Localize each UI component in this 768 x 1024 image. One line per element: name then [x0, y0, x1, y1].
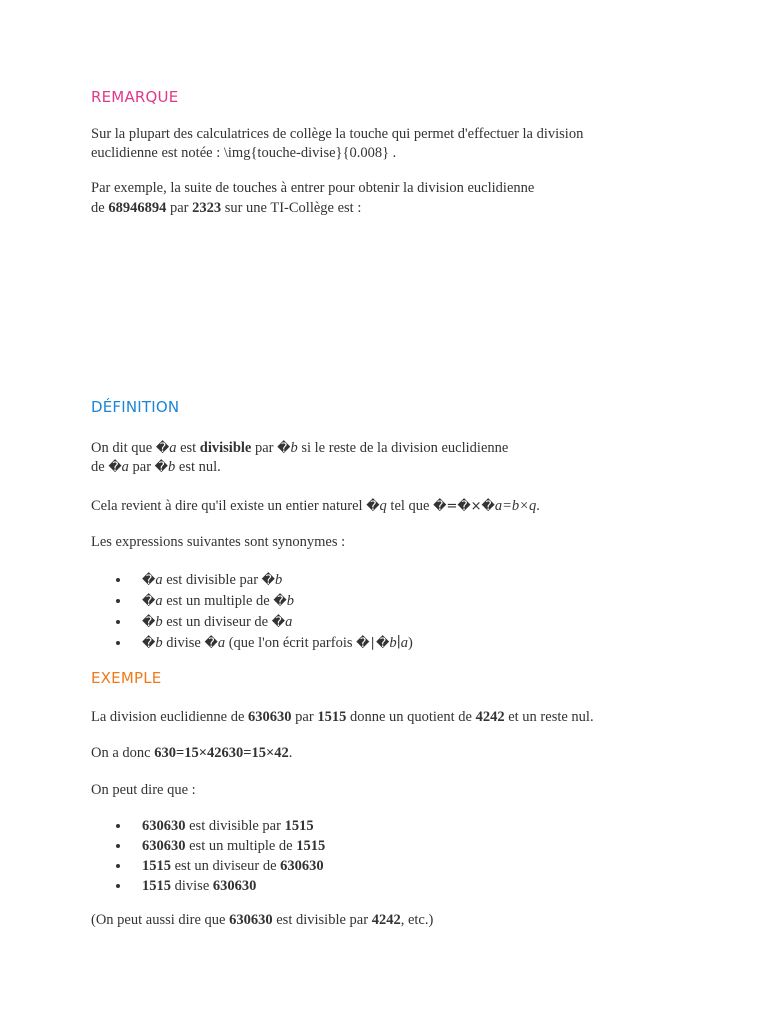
definition-line-3: Cela revient à dire qu'il existe un entier naturel �q tel que �=�×�a=b×q.	[91, 498, 540, 514]
definition-line-2: de �a par �b est nul.	[91, 459, 221, 475]
definition-synonyms-list	[91, 570, 413, 654]
list-item: �b divise �a (que l'on écrit parfois �∣�b∣a)	[91, 633, 413, 654]
list-item: 630630 est un multiple de 1515	[91, 836, 325, 856]
list-item: 630630 est divisible par 1515	[91, 816, 325, 836]
definition-heading: DÉFINITION	[91, 398, 180, 416]
remarque-paragraph-2-line-1: Par exemple, la suite de touches à entrer pour obtenir la division euclidienne	[91, 180, 535, 196]
list-item: 1515 est un diviseur de 630630	[91, 856, 325, 876]
number-2323: 2323	[192, 200, 222, 216]
remarque-paragraph-1-line-2: euclidienne est notée : \img{touche-divise}{0.008} .	[91, 145, 397, 161]
remarque-heading: REMARQUE	[91, 88, 179, 106]
exemple-list	[91, 816, 325, 896]
list-item: 1515 divise 630630	[91, 876, 325, 896]
list-item: �b est un diviseur de �a	[91, 612, 413, 633]
list-item: �a est divisible par �b	[91, 570, 413, 591]
definition-line-4: Les expressions suivantes sont synonymes :	[91, 534, 346, 550]
remarque-paragraph-2-line-2: de 68946894 par 2323 sur une TI-Collège est :	[91, 200, 362, 216]
exemple-line-4: (On peut aussi dire que 630630 est divisible par 4242, etc.)	[91, 912, 434, 928]
equation: 630=15×42630=15×42	[154, 745, 289, 761]
exemple-heading: EXEMPLE	[91, 669, 162, 687]
number-68946894: 68946894	[108, 200, 167, 216]
exemple-line-2: On a donc 630=15×42630=15×42.	[91, 745, 293, 761]
divisible-term: divisible	[199, 440, 252, 456]
remarque-paragraph-1-line-1: Sur la plupart des calculatrices de collège la touche qui permet d'effectuer la division	[91, 126, 584, 142]
exemple-line-3: On peut dire que :	[91, 782, 196, 798]
list-item: �a est un multiple de �b	[91, 591, 413, 612]
definition-line-1: On dit que �a est divisible par �b si le reste de la division euclidienne	[91, 440, 509, 456]
exemple-line-1: La division euclidienne de 630630 par 1515 donne un quotient de 4242 et un reste nul.	[91, 709, 594, 725]
